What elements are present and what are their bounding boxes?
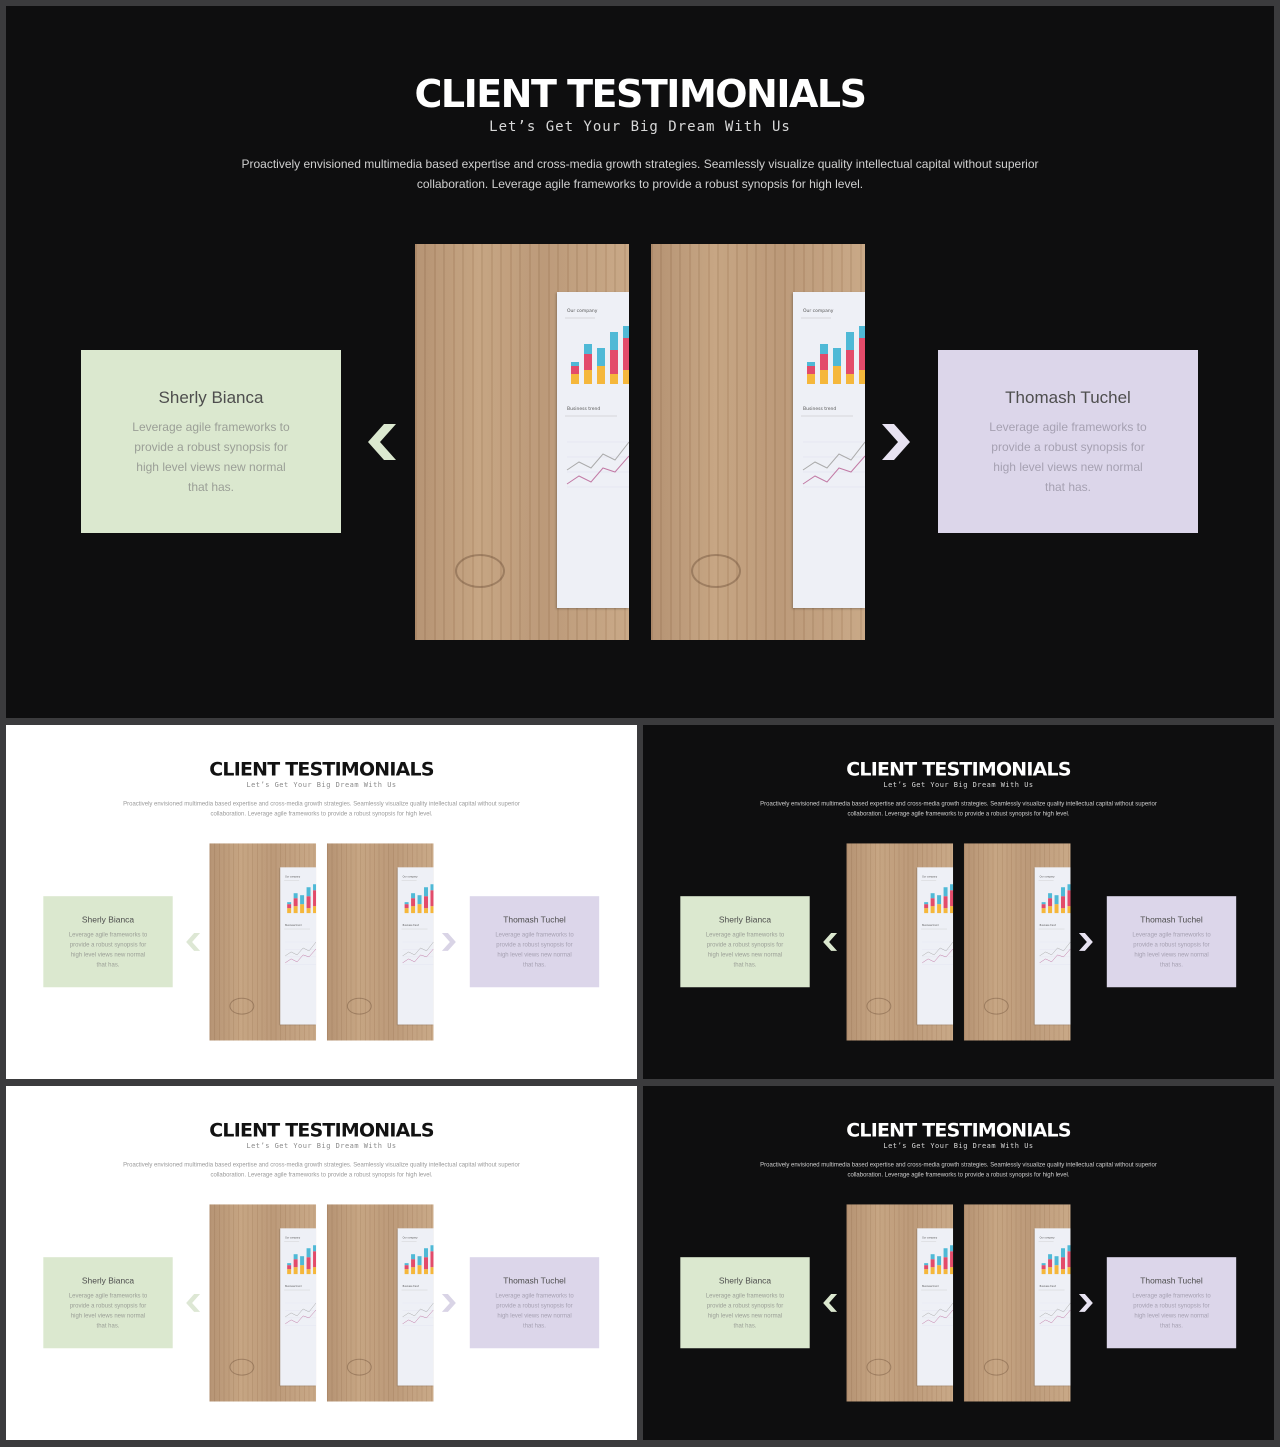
testimonial-name: Thomash Tuchel	[1140, 915, 1203, 925]
paper-chart-drawing	[1035, 867, 1071, 1024]
slide-thumbnail-dark-1[interactable]	[643, 725, 1274, 1079]
chart-paper	[398, 867, 434, 1024]
paper-heading-company: Our company	[285, 1236, 301, 1240]
photo-wood-chart	[964, 843, 1070, 1040]
slide-title: CLIENT TESTIMONIALS	[846, 1118, 1071, 1141]
testimonial-text: Leverage agile frameworks to provide a robust synopsis for high level views new normal that has.	[495, 1292, 574, 1329]
testimonial-text: Leverage agile frameworks to provide a robust synopsis for high level views new normal that has.	[495, 931, 574, 968]
slide-subtitle: Let’s Get Your Big Dream With Us	[246, 1142, 397, 1151]
testimonial-name: Thomash Tuchel	[503, 915, 566, 925]
chart-paper	[398, 1228, 434, 1385]
chevron-left-icon[interactable]	[818, 932, 838, 952]
testimonial-text: Leverage agile frameworks to provide a robust synopsis for high level views new normal that has.	[132, 420, 290, 494]
testimonial-card-right	[470, 896, 599, 987]
paper-heading-trend: Business trend	[1039, 1285, 1057, 1289]
paper-heading-company: Our company	[922, 875, 938, 879]
paper-chart-drawing	[557, 292, 629, 608]
testimonial-card-right	[1107, 896, 1236, 987]
slide-content	[643, 725, 1274, 1079]
testimonial-card-left	[43, 896, 172, 987]
paper-heading-trend: Business trend	[402, 924, 420, 928]
testimonial-text: Leverage agile frameworks to provide a robust synopsis for high level views new normal that has.	[989, 420, 1147, 494]
chart-paper	[917, 867, 953, 1024]
chart-paper	[793, 292, 865, 608]
wood-knot	[229, 998, 254, 1015]
slide-title: CLIENT TESTIMONIALS	[846, 757, 1071, 780]
photo-wood-chart	[651, 244, 865, 640]
wood-knot	[347, 1359, 372, 1376]
chart-paper	[280, 1228, 316, 1385]
testimonial-text: Leverage agile frameworks to provide a robust synopsis for high level views new normal that has.	[1132, 1292, 1211, 1329]
paper-chart-drawing	[280, 867, 316, 1024]
slide-thumbnail-dark-2[interactable]	[643, 1086, 1274, 1440]
slide-thumbnail-light-2[interactable]	[6, 1086, 637, 1440]
photo-wood-chart	[327, 1204, 433, 1401]
testimonial-text: Leverage agile frameworks to provide a robust synopsis for high level views new normal that has.	[68, 1292, 148, 1329]
paper-chart-drawing	[1035, 1228, 1071, 1385]
slide-description: Proactively envisioned multimedia based expertise and cross-media growth strategies. Seamlessly visualize quality intellectual capital without superior collaboration. Leverage agile frameworks to provide a robust synopsis for high level.	[760, 800, 1157, 818]
paper-chart-drawing	[793, 292, 865, 608]
slide-content	[6, 725, 637, 1079]
slide-title: CLIENT TESTIMONIALS	[209, 757, 434, 780]
paper-chart-drawing	[280, 1228, 316, 1385]
testimonial-card-left	[81, 350, 341, 533]
paper-heading-company: Our company	[285, 875, 301, 879]
paper-heading-company: Our company	[922, 1236, 938, 1240]
paper-heading-company: Our company	[567, 309, 598, 314]
chevron-right-icon[interactable]	[1078, 932, 1098, 952]
chart-paper	[917, 1228, 953, 1385]
chevron-right-icon[interactable]	[441, 1293, 461, 1313]
slide-subtitle: Let’s Get Your Big Dream With Us	[883, 781, 1034, 790]
testimonial-name: Sherly Bianca	[718, 915, 772, 925]
wood-knot	[866, 1359, 891, 1376]
wood-knot	[691, 554, 741, 588]
chart-paper	[1035, 867, 1071, 1024]
testimonial-text: Leverage agile frameworks to provide a robust synopsis for high level views new normal that has.	[68, 931, 148, 968]
slide-content	[6, 6, 1274, 718]
paper-heading-company: Our company	[402, 875, 418, 879]
wood-knot	[866, 998, 891, 1015]
chevron-left-icon[interactable]	[818, 1293, 838, 1313]
paper-heading-company: Our company	[803, 309, 834, 314]
testimonial-name: Sherly Bianca	[81, 915, 135, 925]
wood-knot	[455, 554, 505, 588]
photo-wood-chart	[415, 244, 629, 640]
chart-paper	[557, 292, 629, 608]
paper-heading-trend: Business trend	[803, 407, 837, 412]
chevron-left-icon[interactable]	[181, 1293, 201, 1313]
paper-chart-drawing	[917, 867, 953, 1024]
testimonial-card-right	[1107, 1257, 1236, 1348]
photo-wood-chart	[210, 843, 316, 1040]
slide-subtitle: Let’s Get Your Big Dream With Us	[246, 781, 397, 790]
testimonial-name: Thomash Tuchel	[1005, 388, 1131, 407]
photo-wood-chart	[210, 1204, 316, 1401]
slide-thumbnail-light-1[interactable]	[6, 725, 637, 1079]
slide-description: Proactively envisioned multimedia based expertise and cross-media growth strategies. Seamlessly visualize quality intellectual capital without superior collaboration. Leverage agile frameworks to provide a robust synopsis for high level.	[123, 800, 520, 818]
paper-chart-drawing	[398, 1228, 434, 1385]
testimonial-name: Sherly Bianca	[81, 1276, 135, 1286]
paper-heading-company: Our company	[402, 1236, 418, 1240]
paper-chart-drawing	[917, 1228, 953, 1385]
chart-paper	[1035, 1228, 1071, 1385]
testimonial-text: Leverage agile frameworks to provide a robust synopsis for high level views new normal that has.	[705, 931, 785, 968]
testimonial-name: Sherly Bianca	[718, 1276, 772, 1286]
slide-subtitle: Let’s Get Your Big Dream With Us	[489, 119, 791, 135]
testimonial-card-left	[680, 1257, 809, 1348]
paper-heading-company: Our company	[1039, 1236, 1055, 1240]
chevron-right-icon[interactable]	[880, 422, 920, 462]
wood-knot	[347, 998, 372, 1015]
testimonial-text: Leverage agile frameworks to provide a robust synopsis for high level views new normal that has.	[705, 1292, 785, 1329]
paper-heading-trend: Business trend	[402, 1285, 420, 1289]
testimonial-card-left	[680, 896, 809, 987]
chevron-left-icon[interactable]	[181, 932, 201, 952]
slide-description: Proactively envisioned multimedia based expertise and cross-media growth strategies. Seamlessly visualize quality intellectual capital without superior collaboration. Leverage agile frameworks to provide a robust synopsis for high level.	[760, 1161, 1157, 1179]
wood-knot	[229, 1359, 254, 1376]
chevron-left-icon[interactable]	[358, 422, 398, 462]
photo-wood-chart	[847, 1204, 953, 1401]
paper-heading-trend: Business trend	[922, 924, 939, 928]
paper-heading-trend: Business trend	[1039, 924, 1057, 928]
slide-preview-large[interactable]	[6, 6, 1274, 718]
chart-paper	[280, 867, 316, 1024]
testimonial-card-left	[43, 1257, 172, 1348]
photo-wood-chart	[847, 843, 953, 1040]
paper-heading-trend: Business trend	[567, 407, 601, 412]
slide-description: Proactively envisioned multimedia based expertise and cross-media growth strategies. Seamlessly visualize quality intellectual capital without superior collaboration. Leverage agile frameworks to provide a robust synopsis for high level.	[123, 1161, 520, 1179]
chevron-right-icon[interactable]	[1078, 1293, 1098, 1313]
slide-content	[6, 1086, 637, 1440]
paper-heading-trend: Business trend	[285, 1285, 302, 1289]
photo-wood-chart	[964, 1204, 1070, 1401]
testimonial-name: Sherly Bianca	[158, 388, 264, 407]
photo-wood-chart	[327, 843, 433, 1040]
paper-heading-company: Our company	[1039, 875, 1055, 879]
testimonial-card-right	[938, 350, 1198, 533]
slide-title: CLIENT TESTIMONIALS	[414, 72, 866, 116]
chevron-right-icon[interactable]	[441, 932, 461, 952]
testimonial-text: Leverage agile frameworks to provide a robust synopsis for high level views new normal that has.	[1132, 931, 1211, 968]
wood-knot	[984, 1359, 1009, 1376]
paper-chart-drawing	[398, 867, 434, 1024]
testimonial-name: Thomash Tuchel	[1140, 1276, 1203, 1286]
slide-content	[643, 1086, 1274, 1440]
paper-heading-trend: Business trend	[285, 924, 302, 928]
slide-subtitle: Let’s Get Your Big Dream With Us	[883, 1142, 1034, 1151]
testimonial-card-right	[470, 1257, 599, 1348]
wood-knot	[984, 998, 1009, 1015]
slide-title: CLIENT TESTIMONIALS	[209, 1118, 434, 1141]
slide-description: Proactively envisioned multimedia based expertise and cross-media growth strategies. Seamlessly visualize quality intellectual capital without superior collaboration. Leverage agile frameworks to provide a robust synopsis for high level.	[241, 157, 1039, 191]
paper-heading-trend: Business trend	[922, 1285, 939, 1289]
testimonial-name: Thomash Tuchel	[503, 1276, 566, 1286]
